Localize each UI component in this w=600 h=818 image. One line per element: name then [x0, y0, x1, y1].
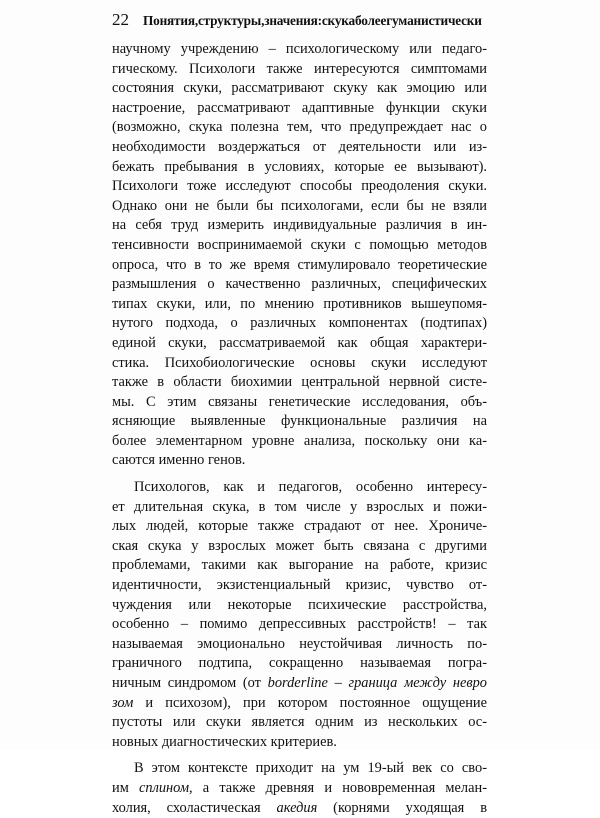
- text-line: [112, 478, 487, 498]
- text-segment: ничным синдромом (от: [112, 675, 268, 691]
- text-line: [112, 275, 487, 295]
- text-line: [112, 432, 487, 452]
- text-line: [112, 138, 487, 158]
- text-line: [112, 451, 487, 471]
- text-line: [112, 256, 487, 276]
- text-segment: чуждения или некоторые психические расстройства,: [112, 596, 487, 613]
- text-segment: идентичности, экзистенциальный кризис, чувство от-: [112, 577, 487, 594]
- text-line: [112, 60, 487, 80]
- text-segment: граничного подтипа, сокращенно называемая погра-: [112, 655, 487, 672]
- text-line: [112, 197, 487, 217]
- text-segment: и психозом), при котором постоянное ощущение: [133, 694, 487, 711]
- text-line: [112, 596, 487, 616]
- text-segment: единой скуки, рассматриваемой как общая характери-: [112, 334, 487, 351]
- paragraph-gap: [112, 471, 487, 478]
- text-segment: также в области биохимии центральной нервной систе-: [112, 374, 487, 391]
- text-segment: стика. Психобиологические основы скуки исследуют: [112, 354, 487, 371]
- text-line: [112, 177, 487, 197]
- text-segment: Однако они не были бы психологами, если бы не взяли: [112, 197, 487, 214]
- paragraph: [112, 40, 487, 471]
- text-segment: особенно – помимо депрессивных расстройств! – так: [112, 616, 487, 633]
- text-segment: настроение, рассматривают адаптивные функции скуки: [112, 99, 487, 116]
- text-segment: типах скуки, или, по мнению противников вышеупомя-: [112, 295, 487, 312]
- text-segment: научному учреждению – психологическому или педаго-: [112, 41, 487, 57]
- text-segment: необходимости воздержаться от деятельности или из-: [112, 138, 487, 155]
- text-segment: называемая эмоционально неустойчивая личность по-: [112, 635, 487, 652]
- text-segment: ская скука у взрослых может быть связана с другими: [112, 537, 487, 554]
- italic-text: зом: [112, 694, 134, 711]
- text-segment: ясняющие выявленные функциональные различия на: [112, 413, 487, 430]
- page-header: [112, 10, 512, 34]
- text-line: [112, 79, 487, 99]
- text-line: [112, 713, 487, 733]
- text-line: [112, 393, 487, 413]
- text-line: [112, 517, 487, 537]
- text-line: [112, 576, 487, 596]
- text-segment: на себя труд измерить индивидуальные различия в ин-: [112, 217, 487, 234]
- text-line: [112, 615, 487, 635]
- italic-text: акедия: [276, 799, 318, 816]
- text-line: [112, 635, 487, 655]
- text-segment: Психологов, как и педагогов, особенно интересу-: [134, 479, 487, 496]
- text-line: [112, 40, 487, 60]
- text-line: [112, 354, 487, 374]
- text-line: [112, 654, 487, 674]
- text-line: [112, 779, 487, 799]
- text-segment: Психологи тоже исследуют способы преодоления скуки.: [112, 178, 487, 195]
- text-line: [112, 314, 487, 334]
- text-segment: опроса, что в то же время стимулировало теоретические: [112, 256, 487, 273]
- text-segment: холия, схоластическая: [112, 799, 277, 816]
- text-segment: (корнями уходящая в: [317, 799, 487, 816]
- text-segment: бежать пребывания в условиях, которые ее вызывают).: [112, 158, 487, 175]
- text-segment: (возможно, скука полезна тем, что предупреждает нас о: [112, 119, 487, 136]
- text-segment: проблемами, такими как выгорание на работе, кризис: [112, 557, 487, 574]
- text-line: [112, 733, 487, 753]
- text-segment: гическому. Психологи также интересуются симптомами: [112, 60, 487, 77]
- text-segment: тенсивности воспринимаемой скуки с помощью методов: [112, 236, 487, 253]
- text-line: [112, 759, 487, 779]
- body-text: [112, 40, 487, 818]
- page-number: 22: [112, 10, 129, 29]
- text-line: [112, 334, 487, 354]
- text-segment: , а также древняя и нововременная мелан-: [189, 779, 487, 796]
- text-segment: мы. С этим связаны генетические исследования, объ-: [112, 393, 487, 410]
- text-line: [112, 412, 487, 432]
- text-segment: состояния скуки, рассматривают скуку как эмоцию или: [112, 80, 487, 97]
- text-segment: ет длительная скука, в том числе у взрослых и пожи-: [112, 498, 487, 515]
- text-line: [112, 118, 487, 138]
- text-line: [112, 295, 487, 315]
- text-segment: В этом контексте приходит на ум 19-ый век со сво-: [134, 760, 487, 777]
- text-segment: размышления о качественно различных, специфических: [112, 276, 487, 293]
- text-line: [112, 537, 487, 557]
- text-line: [112, 99, 487, 119]
- text-line: [112, 556, 487, 576]
- text-line: [112, 373, 487, 393]
- text-line: [112, 674, 487, 694]
- text-segment: пустоты или скуки является одним из нескольких ос-: [112, 714, 487, 731]
- text-line: [112, 799, 487, 818]
- text-segment: лых людей, которые также страдают от нее. Хрониче-: [112, 518, 487, 535]
- text-segment: нутого подхода, о различных компонентах (подтипах): [112, 315, 487, 332]
- text-segment: новных диагностических критериев.: [112, 733, 337, 750]
- text-line: [112, 498, 487, 518]
- italic-text: сплином: [138, 779, 190, 796]
- paragraph-gap: [112, 752, 487, 759]
- text-segment: саются именно генов.: [112, 452, 246, 469]
- text-segment: им: [112, 779, 139, 796]
- paragraph: [112, 752, 487, 818]
- text-line: [112, 236, 487, 256]
- text-line: [112, 216, 487, 236]
- text-segment: более элементарном уровне анализа, поскольку они ка-: [112, 432, 487, 449]
- text-line: [112, 694, 487, 714]
- paragraph: [112, 471, 487, 752]
- italic-text: borderline – граница между невро: [267, 675, 487, 691]
- text-line: [112, 158, 487, 178]
- running-title: Понятия,структуры,значения:скукаболеегуманистически: [143, 13, 482, 28]
